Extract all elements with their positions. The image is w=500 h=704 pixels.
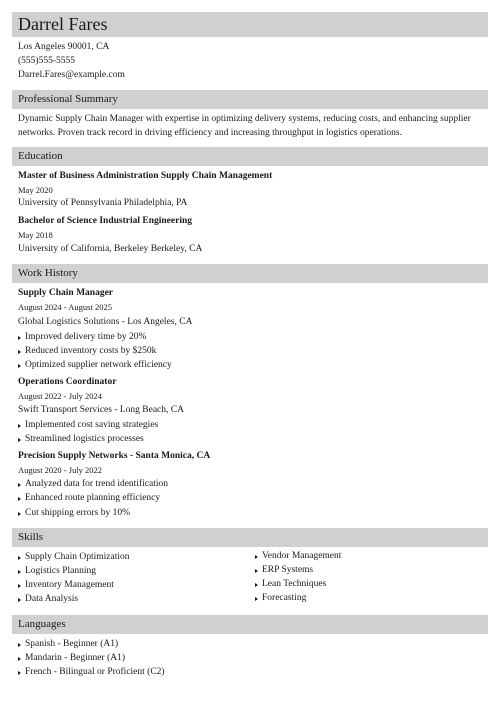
section-header-summary bbox=[12, 90, 488, 109]
education-school: University of California, Berkeley Berkeley, CA bbox=[18, 244, 203, 254]
job-dates: August 2024 - August 2025 bbox=[18, 302, 112, 312]
education-degree: Master of Business Administration Supply Chain Management bbox=[18, 171, 273, 181]
education-degree: Bachelor of Science Industrial Engineering bbox=[18, 216, 192, 226]
job-title: Precision Supply Networks - Santa Monica, CA bbox=[18, 451, 211, 461]
bullet-icon bbox=[18, 364, 21, 368]
job-title: Operations Coordinator bbox=[18, 377, 117, 387]
job-title: Supply Chain Manager bbox=[18, 288, 114, 298]
job-company: Global Logistics Solutions - Los Angeles, CA bbox=[18, 317, 193, 327]
education-school: University of Pennsylvania Philadelphia, PA bbox=[18, 198, 188, 208]
languages-heading: Languages bbox=[18, 618, 66, 630]
section-header-work-history bbox=[12, 264, 488, 283]
summary-heading: Professional Summary bbox=[18, 93, 118, 105]
bullet-icon bbox=[255, 569, 258, 573]
work-history-heading: Work History bbox=[18, 267, 78, 279]
candidate-name: Darrel Fares bbox=[18, 14, 108, 34]
job-dates: August 2020 - July 2022 bbox=[18, 465, 103, 475]
bullet-icon bbox=[255, 555, 258, 559]
bullet-icon bbox=[18, 584, 21, 588]
summary-text: Dynamic Supply Chain Manager with expertise in optimizing delivery systems, reducing costs, and enhancing supplier networks. Proven track record in driving efficiency and increasing throughput in logistics operations. bbox=[18, 114, 471, 138]
bullet-icon bbox=[18, 643, 21, 647]
bullet-icon bbox=[18, 671, 21, 675]
bullet-icon bbox=[18, 483, 21, 487]
education-heading: Education bbox=[18, 150, 63, 162]
section-header-skills bbox=[12, 528, 488, 547]
job-dates: August 2022 - July 2024 bbox=[18, 391, 103, 401]
bullet-icon bbox=[255, 583, 258, 587]
bullet-icon bbox=[255, 597, 258, 601]
contact-address: Los Angeles 90001, CA bbox=[18, 42, 110, 52]
section-header-education bbox=[12, 147, 488, 166]
bullet-icon bbox=[18, 497, 21, 501]
bullet-icon bbox=[18, 556, 21, 560]
bullet-icon bbox=[18, 336, 21, 340]
contact-email: Darrel.Fares@example.com bbox=[18, 70, 125, 80]
contact-phone: (555)555-5555 bbox=[18, 56, 75, 66]
bullet-icon bbox=[18, 512, 21, 516]
bullet-icon bbox=[18, 657, 21, 661]
bullet-icon bbox=[18, 424, 21, 428]
education-date: May 2020 bbox=[18, 185, 53, 195]
skills-heading: Skills bbox=[18, 531, 44, 543]
bullet-icon bbox=[18, 570, 21, 574]
resume-page: Darrel Fares Los Angeles 90001, CA (555)555-5555 Darrel.Fares@example.com Professional Summary Dynamic Supply Chain Manager with expertise in optimizing delivery systems, reducing costs, and enhancing supplier networks. Proven track record in driving efficiency and increasing throughput in logistics operations. Education Master of Business Administration Supply Chain Management May 2020 University of Pennsylvania Philadelphia, PA Bachelor of Science Industrial Engineering May 2018 University of California, Berkeley Berkeley, CA Work History Supply Chain Manager August 2024 - August 2025 Global Logistics Solutions - Los Angeles, CA Improved delivery time by 20% Reduced inventory costs by $250k Optimized supplier network efficiency Operations Coordinator August 2022 - July 2024 Swift Transport Services - Long Beach, CA Implemented cost saving strategies Streamlined logistics processes Precision Supply Networks - Santa Monica, CA August 2020 - July 2022 Analyzed data for trend identification Enhanced route planning efficiency Cut shipping errors by 10% Skills Supply Chain Optimization Logistics Planning Inventory Management Data Analysis Vendor Management ERP Systems Lean Techniques Forecasting Languages Spanish - Beginner (A1) Mandarin - Beginner (A1) French - Bilingual or Proficient (C2) bbox=[0, 0, 500, 704]
education-date: May 2018 bbox=[18, 230, 53, 240]
section-header-languages bbox=[12, 615, 488, 634]
job-company: Swift Transport Services - Long Beach, CA bbox=[18, 405, 184, 415]
bullet-icon bbox=[18, 350, 21, 354]
name-header-bar bbox=[12, 12, 488, 37]
bullet-icon bbox=[18, 598, 21, 602]
bullet-icon bbox=[18, 438, 21, 442]
